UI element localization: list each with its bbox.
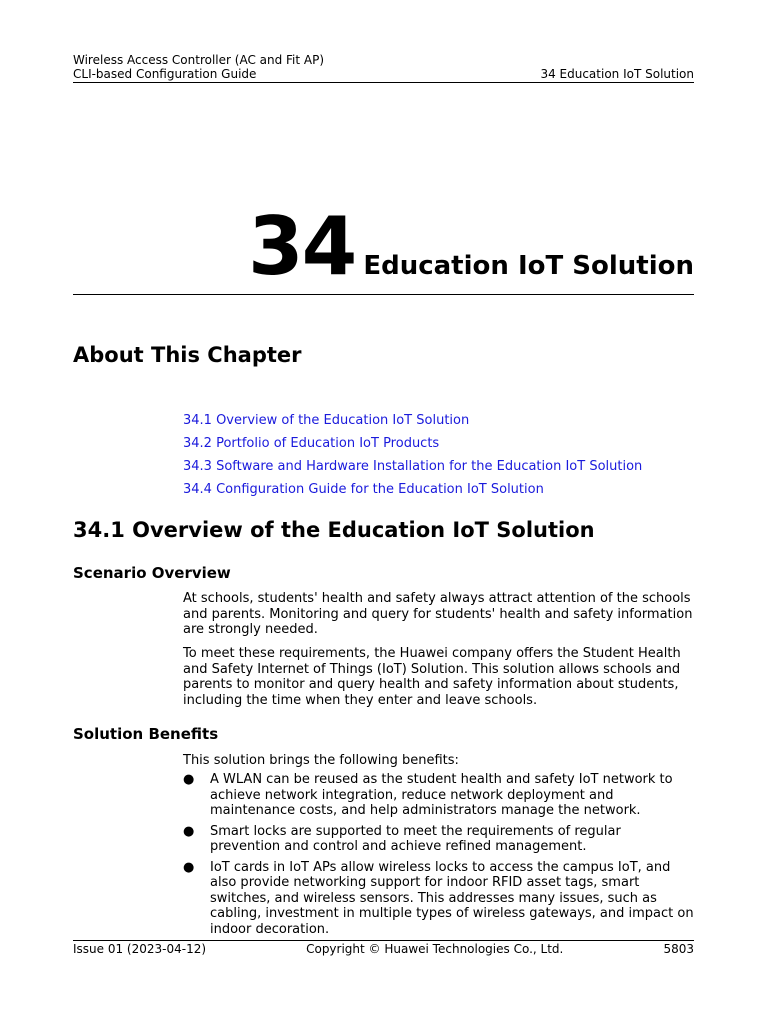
toc-link-34-1[interactable]: 34.1 Overview of the Education IoT Solution [183, 413, 470, 428]
footer-page-number: 5803 [663, 942, 694, 956]
benefits-intro: This solution brings the following benefits: [183, 753, 459, 768]
chapter-title-line [248, 200, 694, 293]
footer-copyright: Copyright © Huawei Technologies Co., Ltd. [306, 942, 564, 956]
header-product-title: Wireless Access Controller (AC and Fit AP) [73, 53, 325, 67]
bullet-icon: ● [183, 859, 195, 875]
chapter-title: Education IoT Solution [363, 251, 694, 281]
chapter-number: 34 [248, 200, 356, 293]
header-guide-title: CLI-based Configuration Guide [73, 67, 257, 81]
footer-issue: Issue 01 (2023-04-12) [73, 942, 207, 956]
section-heading: 34.1 Overview of the Education IoT Solution [73, 518, 595, 542]
footer-divider [73, 940, 694, 941]
list-item-text: A WLAN can be reused as the student health and safety IoT network to achieve network integration, reduce network deployment and maintenance costs, and help administrators manage the network. [210, 772, 673, 818]
scenario-paragraph-2: To meet these requirements, the Huawei company offers the Student Health and Safety Internet of Things (IoT) Solution. This solution allows schools and parents to monitor and query health and safety information about students, including the time when they enter and leave schools. [183, 646, 681, 708]
bullet-icon: ● [183, 823, 195, 839]
benefits-list [183, 772, 695, 942]
list-item-text: IoT cards in IoT APs allow wireless locks to access the campus IoT, and also provide networking support for indoor RFID asset tags, smart switches, and wireless sensors. This addresses many issues, such as cabling, investment in multiple types of wireless gateways, and impact on indoor decoration. [210, 859, 694, 937]
chapter-divider [73, 294, 694, 295]
chapter-title-block [73, 200, 694, 293]
scenario-paragraph-1: At schools, students' health and safety always attract attention of the schools and parents. Monitoring and query for students' health and safety information are strongly needed. [183, 591, 693, 637]
page-footer [73, 942, 694, 956]
header-divider [73, 82, 694, 83]
page-header [73, 53, 694, 81]
list-item-text: Smart locks are supported to meet the requirements of regular prevention and control and achieve refined management. [210, 823, 621, 854]
chapter-toc [183, 409, 642, 501]
toc-link-34-3[interactable]: 34.3 Software and Hardware Installation for the Education IoT Solution [183, 459, 643, 474]
bullet-icon: ● [183, 772, 195, 787]
list-item [183, 860, 695, 938]
toc-link-34-4[interactable]: 34.4 Configuration Guide for the Education IoT Solution [183, 482, 544, 497]
list-item [183, 824, 695, 855]
toc-link-34-2[interactable]: 34.2 Portfolio of Education IoT Products [183, 436, 440, 451]
about-heading: About This Chapter [73, 343, 302, 367]
scenario-heading: Scenario Overview [73, 564, 231, 582]
list-item [183, 772, 695, 819]
header-row [73, 67, 694, 81]
header-chapter-title: 34 Education IoT Solution [540, 67, 694, 81]
benefits-heading: Solution Benefits [73, 725, 219, 743]
